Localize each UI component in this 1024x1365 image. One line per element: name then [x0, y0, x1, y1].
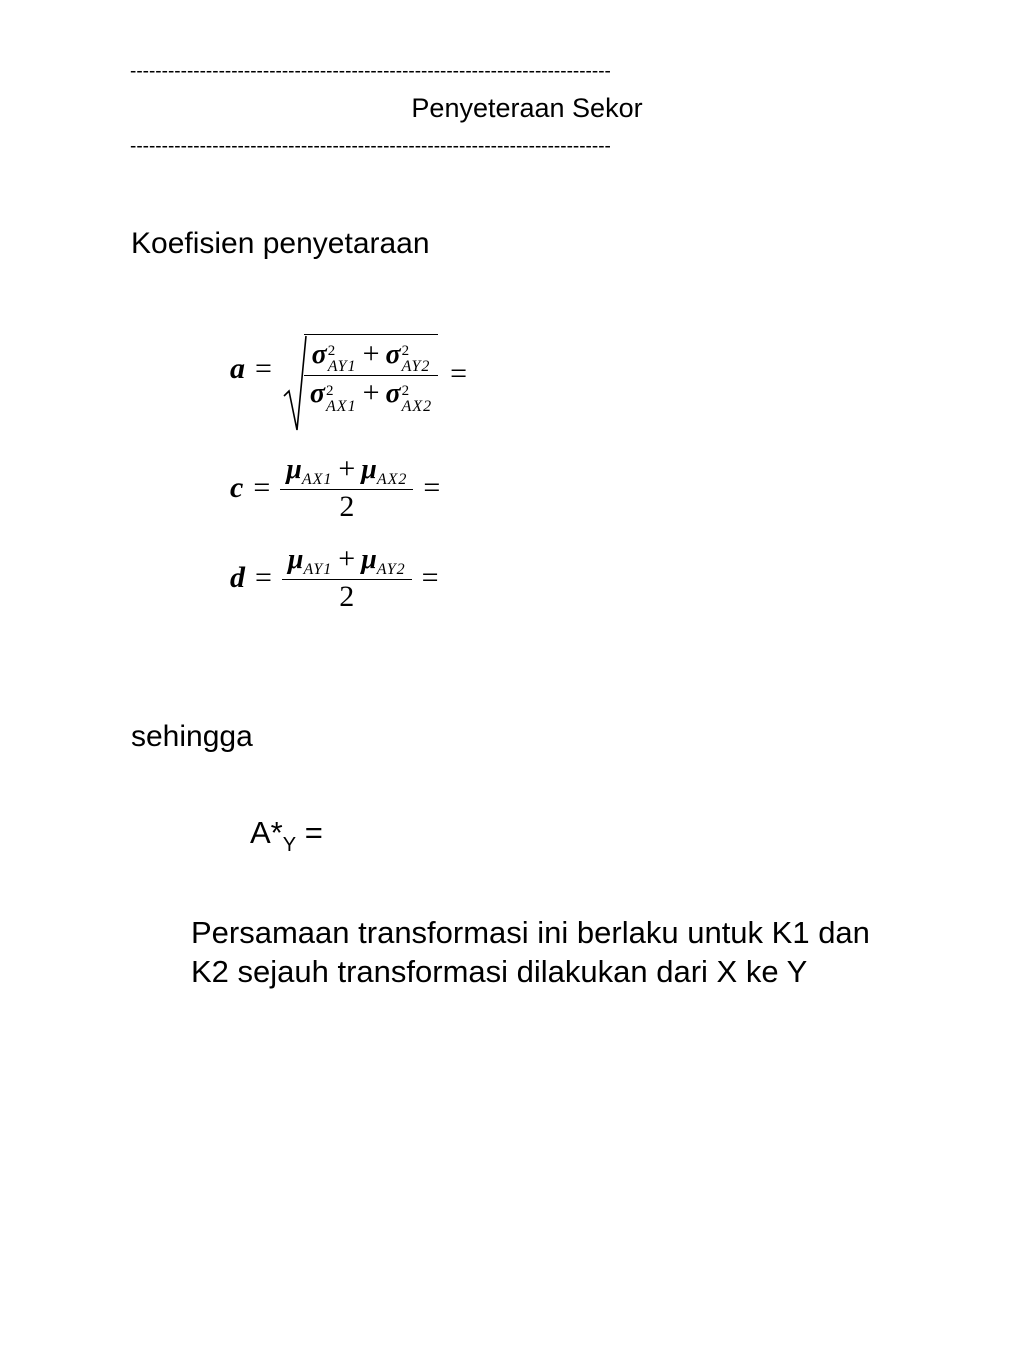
- plus-sign: +: [338, 542, 356, 575]
- section-heading: Koefisien penyetaraan: [131, 227, 430, 260]
- formula-c-denominator: 2: [280, 489, 413, 524]
- exponent: 2: [327, 343, 336, 360]
- sigma-symbol: σ: [311, 339, 327, 370]
- plus-sign: +: [362, 337, 380, 370]
- formula-a-fraction: [304, 337, 438, 415]
- formula-a-lhs: a: [230, 352, 245, 385]
- subscript-ax2: AX2: [401, 397, 433, 415]
- mu-symbol: μ: [287, 544, 304, 575]
- subscript-ay2: AY2: [401, 358, 431, 376]
- note-line-2: K2 sejauh transformasi dilakukan dari X ke Y: [191, 954, 808, 989]
- subscript-ax1: AX1: [301, 471, 333, 488]
- plus-sign: +: [338, 452, 356, 485]
- formula-d-denominator: 2: [282, 579, 412, 614]
- sehingga-label: sehingga: [131, 720, 253, 753]
- mu-symbol: μ: [361, 544, 377, 575]
- mu-symbol: μ: [286, 454, 302, 485]
- subscript-ay1: AY1: [303, 561, 333, 578]
- transformation-note: [191, 913, 971, 991]
- formula-a-sqrt: [282, 334, 438, 415]
- sqrt-icon: [282, 334, 308, 434]
- exponent: 2: [326, 382, 334, 399]
- note-line-1: Persamaan transformasi ini berlaku untuk K1 dan: [191, 915, 870, 950]
- result-equals: =: [296, 815, 323, 850]
- subscript-ax2: AX2: [376, 471, 408, 488]
- formula-d-trailing-equals: =: [421, 561, 439, 594]
- result-subscript: Y: [282, 834, 297, 856]
- formula-a: [230, 334, 467, 415]
- mu-symbol: μ: [361, 454, 377, 485]
- header-rule-top: ----------------------------------------------------------------------------: [130, 62, 611, 82]
- formula-d: [230, 542, 439, 614]
- subscript-ay2: AY2: [376, 561, 406, 578]
- sigma-symbol: σ: [385, 378, 401, 410]
- sigma-symbol: σ: [385, 339, 401, 370]
- formula-a-trailing-equals: =: [450, 357, 468, 391]
- subscript-ay1: AY1: [327, 358, 357, 376]
- page-title: Penyeteraan Sekor: [411, 93, 643, 123]
- sigma-symbol: σ: [309, 378, 326, 410]
- formula-c-fraction: [280, 452, 413, 524]
- result-base: A*: [250, 815, 283, 850]
- subscript-ax1: AX1: [326, 397, 357, 415]
- exponent: 2: [401, 343, 410, 360]
- formula-c-trailing-equals: =: [423, 471, 441, 504]
- formula-c-lhs: c: [230, 471, 244, 504]
- formula-a-equals: =: [255, 352, 272, 385]
- formula-d-equals: =: [255, 561, 272, 594]
- exponent: 2: [401, 382, 410, 399]
- formula-c-equals: =: [253, 471, 271, 504]
- formula-d-lhs: d: [230, 561, 245, 594]
- header-rule-bottom: ----------------------------------------------------------------------------: [130, 137, 611, 157]
- result-expression: [250, 815, 323, 857]
- formula-c: [230, 452, 440, 524]
- plus-sign: +: [362, 376, 380, 410]
- formula-d-fraction: [282, 542, 412, 614]
